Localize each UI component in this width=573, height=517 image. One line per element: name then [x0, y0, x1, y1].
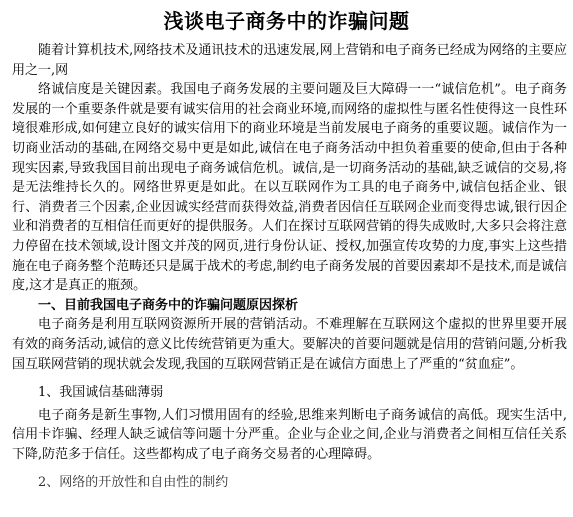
paragraph-subsection-1: 电子商务是新生事物,人们习惯用固有的经验,思维来判断电子商务诚信的高低。现实生活中,信用卡诈骗、经理人缺乏诚信等问题十分严重。企业与企业之间,企业与消费者之间相互信任关系下降,防范多于信任。这些都构成了电子商务交易者的心理障碍。 [12, 407, 567, 462]
paragraph-intro: 随着计算机技术,网络技术及通讯技术的迅速发展,网上营销和电子商务已经成为网络的主要应用之一,网 [12, 43, 567, 78]
section-heading-1: 一、目前我国电子商务中的诈骗问题原因探析 [38, 297, 299, 313]
subsection-heading-2: 2、网络的开放性和自由性的制约 [38, 475, 229, 491]
document-body [12, 41, 567, 496]
subsection-heading-1: 1、我国诚信基础薄弱 [38, 385, 164, 401]
document-title: 浅谈电子商务中的诈骗问题 [163, 9, 410, 33]
paragraph-integrity: 络诚信度是关键因素。我国电子商务发展的主要问题及巨大障碍一一“诚信危机”。电子商务发展的一个重要条件就是要有诚实信用的社会商业环境,而网络的虚拟性与匿名性使得这一良性环境很难形成,如何建立良好的诚实信用下的商业环境是当前发展电子商务的重要议题。诚信作为一切商业活动的基础,在网络交易中更是如此,诚信在电子商务活动中担负着重要的使命,但由于各种现实因素,导致我国目前出现电子商务诚信危机。诚信,是一切商务活动的基础,缺乏诚信的交易,将是无法维持长久的。网络世界更是如此。在以互联网作为工具的电子商务中,诚信包括企业、银行、消费者三个因素,企业因诚实经营而获得效益,消费者因信任互联网企业而变得忠诚,银行因企业和消费者的互相信任而更好的提供服务。人们在探讨互联网营销的得失成败时,大多只会将注意力停留在技术领域,设计图文并茂的网页,进行身份认证、授权,加强宣传攻势的力度,事实上这些措施在电子商务整个范畴还只是属于战术的考虑,制约电子商务发展的首要因素却不是技术,而是诚信度,这才是真正的瓶颈。 [12, 82, 567, 294]
paragraph-section-1: 电子商务是利用互联网资源所开展的营销活动。不难理解在互联网这个虚拟的世界里要开展有效的商务活动,诚信的意义比传统营销更为重大。要解决的首要问题就是信用的营销问题,分析我国互联网营销的现状就会发现,我国的互联网营销正是在诚信方面患上了严重的“贫血症”。 [12, 317, 567, 372]
